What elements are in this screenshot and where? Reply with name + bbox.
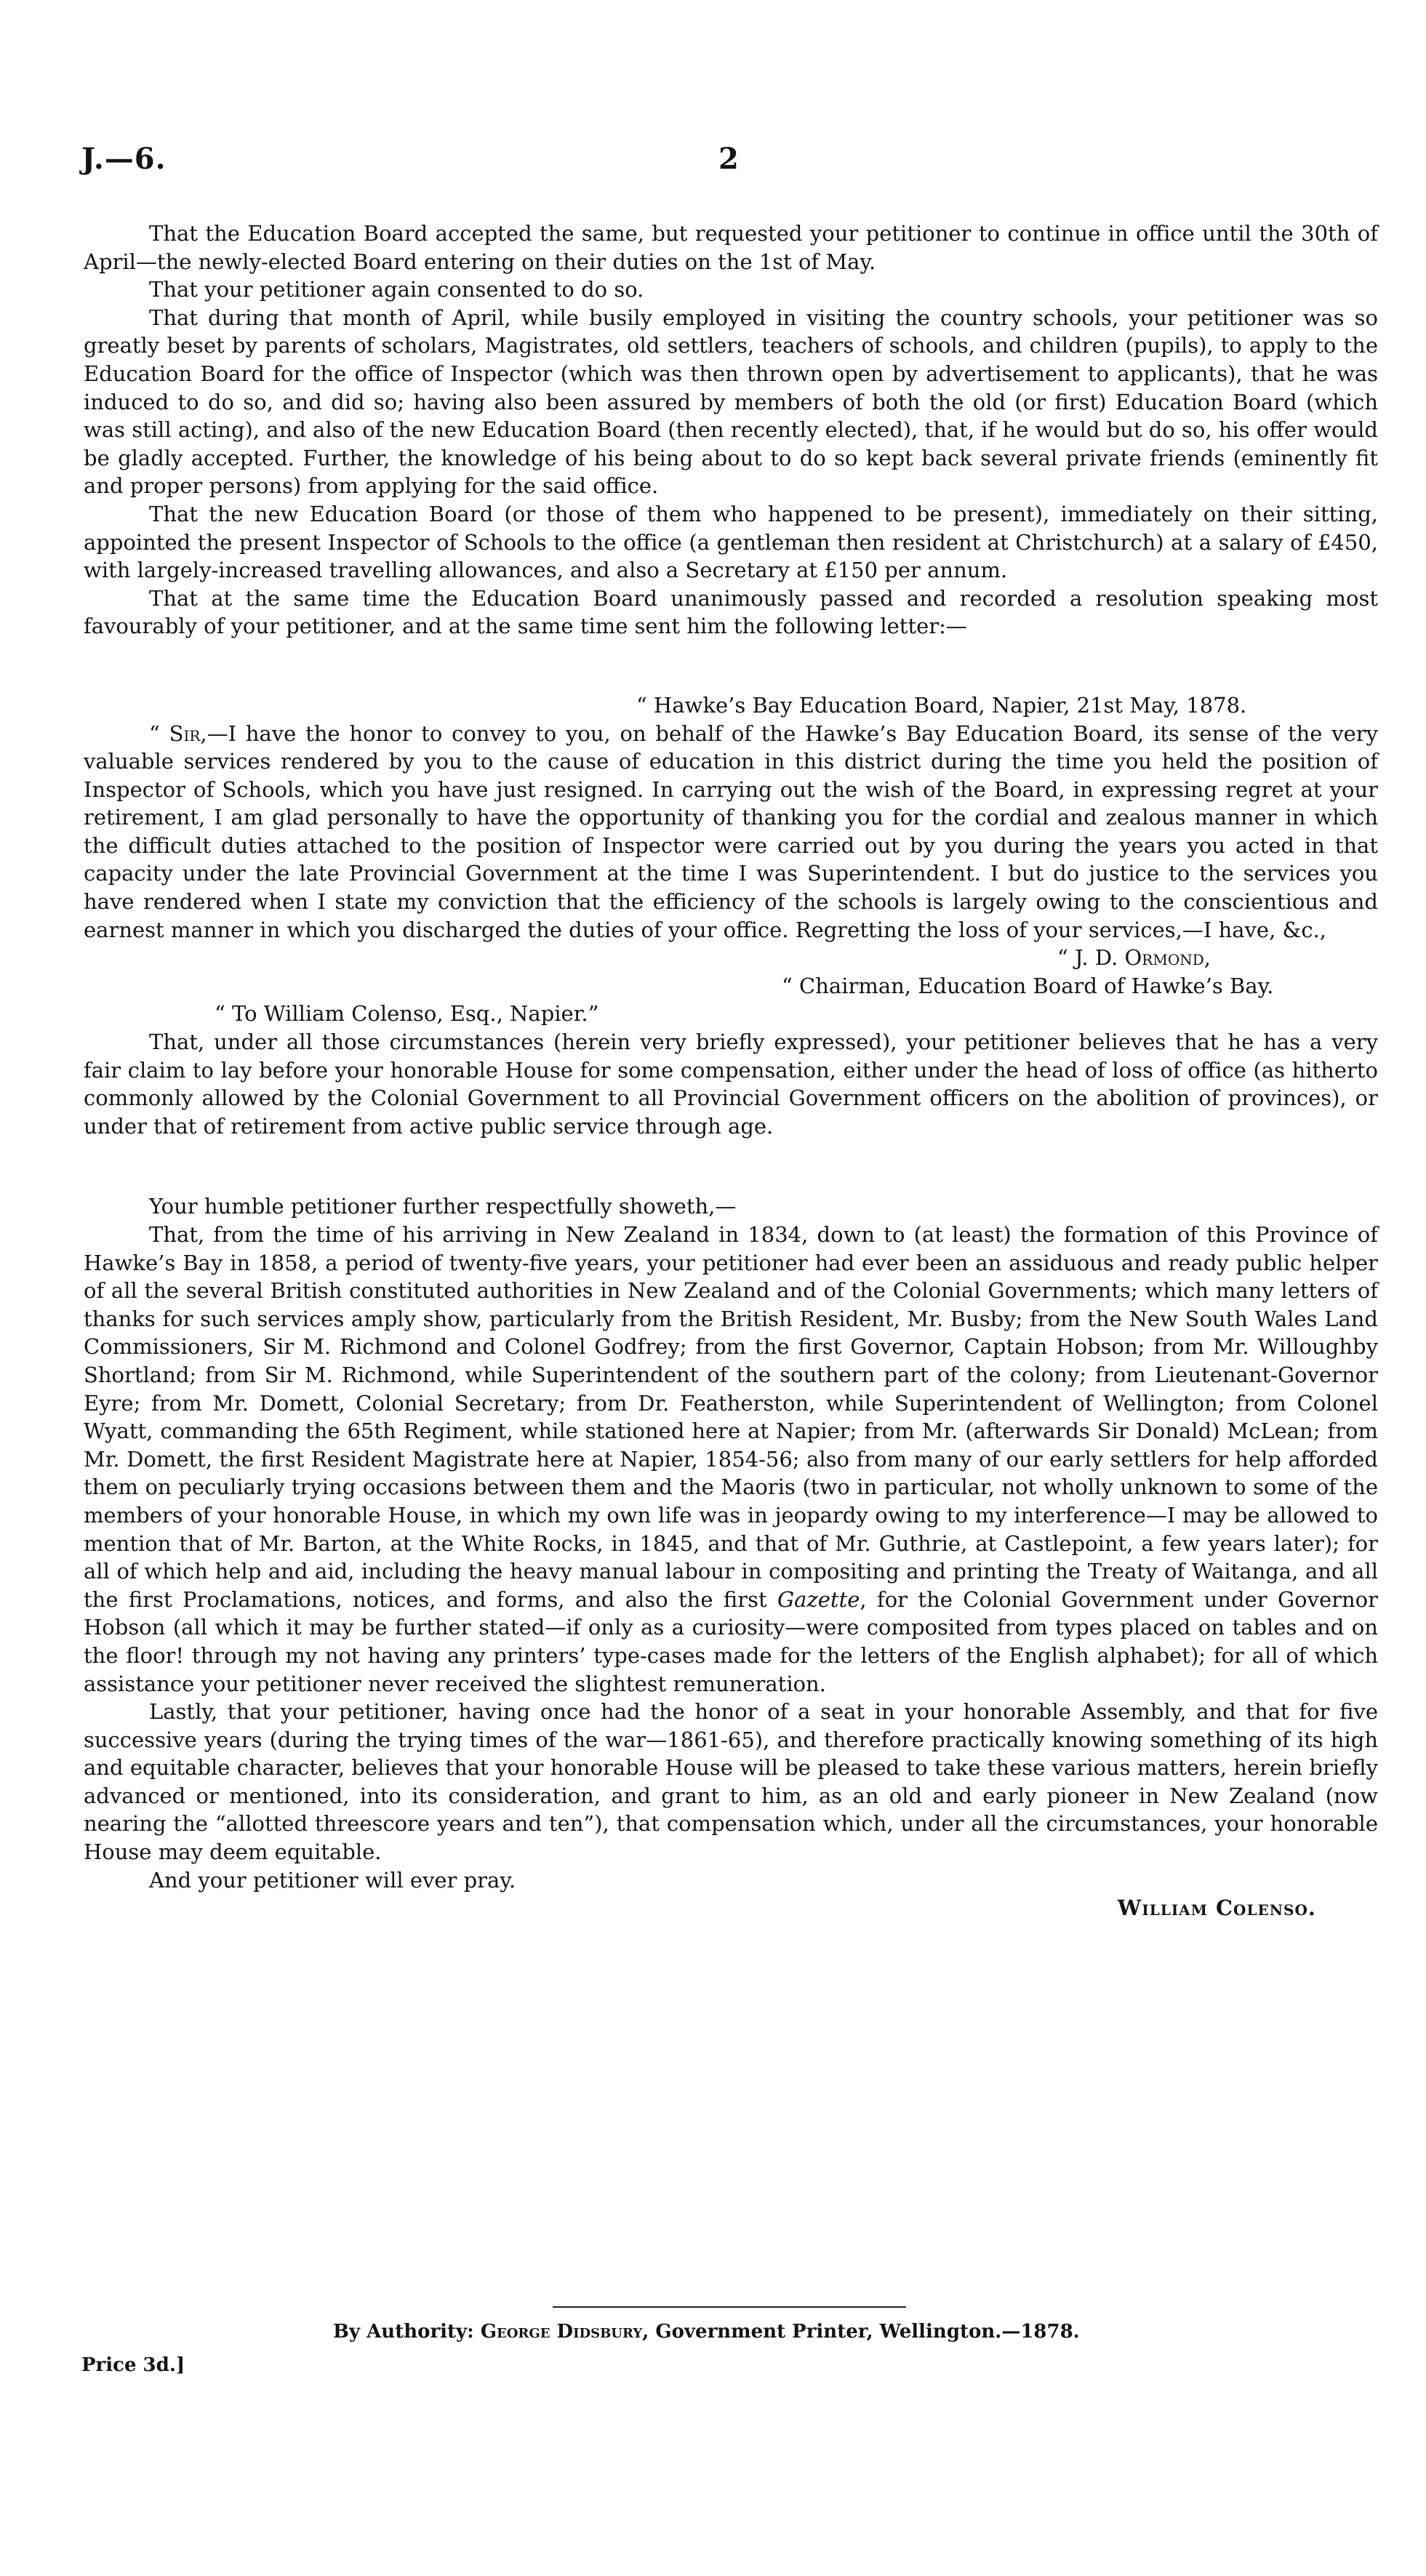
- paragraph: That the Education Board accepted the same, but requested your petitioner to continue in office until the 30th of April—the newly-elected Board entering on their duties on the 1st of May.: [84, 221, 1378, 274]
- paragraph: Your humble petitioner further respectfully showeth,—: [149, 1194, 737, 1219]
- letter-salutation: “ Sir,: [149, 721, 207, 746]
- quoted-letter: [84, 691, 1378, 1028]
- paragraph: That, under all those circumstances (herein very briefly expressed), your petitioner believes that he has a very fair claim to lay before your honorable House for some compensation, either under the head of loss of office (as hitherto commonly allowed by the Colonial Government to all Provincial Government officers on the abolition of provinces), or under that of retirement from active public service through age.: [84, 1030, 1378, 1139]
- gazette-title: Gazette: [777, 1586, 860, 1612]
- imprint-suffix: , Government Printer, Wellington.—1878.: [642, 2321, 1080, 2343]
- paragraph-text: , for the Colonial Government under Governor Hobson (all which it may be further stated—if only as a curiosity—were composited from types placed on tables and on the floor! through my not having any printers’ type-cases made for the letters of the English alphabet); for all of which assistance your petitioner never received the slightest remuneration.: [84, 1586, 1378, 1696]
- paragraph: That at the same time the Education Board unanimously passed and recorded a resolution speaking most favourably of your petitioner, and at the same time sent him the following letter:—: [84, 585, 1378, 639]
- printer-name: George Didsbury: [480, 2321, 643, 2343]
- document-reference: J.—6.: [81, 142, 167, 176]
- letter-body: [84, 720, 1378, 944]
- letter-signer-title: “ Chairman, Education Board of Hawke’s Bay.: [782, 973, 1274, 998]
- paragraph: That during that month of April, while busily employed in visiting the country schools, your petitioner was so greatly beset by parents of scholars, Magistrates, old settlers, teachers of schools, and children (pupils), to apply to the Education Board for the office of Inspector (which was then thrown open by advertisement to applicants), that he was induced to do so, and did so; having also been assured by members of both the old (or first) Education Board (which was still acting), and also of the new Education Board (then recently elected), that, if he would but do so, his offer would be gladly accepted. Further, the knowledge of his being about to do so kept back several private friends (eminently fit and proper persons) from applying for the said office.: [84, 305, 1378, 499]
- document-body: [84, 220, 1378, 1922]
- letter-signer-row: [84, 944, 1378, 972]
- price-label: Price 3d.]: [81, 2354, 185, 2376]
- imprint-prefix: By Authority:: [333, 2321, 481, 2343]
- letter-body-text: —I have the honor to convey to you, on behalf of the Hawke’s Bay Education Board, its sense of the very valuable services rendered by you to the cause of education in this district during the time you held the position of Inspector of Schools, which you have just resigned. In carrying out the wish of the Board, in expressing regret at your retirement, I am glad personally to have the opportunity of thanking you for the cordial and zealous manner in which the difficult duties attached to the position of Inspector were carried out by you during the years you acted in that capacity under the late Provincial Government at the time I was Superintendent. I but do justice to the services you have rendered when I state my conviction that the efficiency of the schools is largely owing to the conscientious and earnest manner in which you discharged the duties of your office. Regretting the loss of your services,—I have, &c.,: [84, 721, 1378, 942]
- page-number: 2: [718, 142, 739, 176]
- paragraph-text: That, from the time of his arriving in New Zealand in 1834, down to (at least) the formation of this Province of Hawke’s Bay in 1858, a period of twenty-five years, your petitioner had ever been an assiduous and ready public helper of all the several British constituted authorities in New Zealand and of the Colonial Governments; which many letters of thanks for such services amply show, particularly from the British Resident, Mr. Busby; from the New South Wales Land Commissioners, Sir M. Richmond and Colonel Godfrey; from the first Governor, Captain Hobson; from Mr. Willoughby Shortland; from Sir M. Richmond, while Superintendent of the southern part of the colony; from Lieutenant-Governor Eyre; from Mr. Domett, Colonial Secretary; from Dr. Featherston, while Superintendent of Wellington; from Colonel Wyatt, commanding the 65th Regiment, while stationed here at Napier; from Mr. (afterwards Sir Donald) McLean; from Mr. Domett, the first Resident Magistrate here at Napier, 1854-56; also from many of our early settlers for help afforded them on peculiarly trying occasions between them and the Maoris (two in particular, not wholly unknown to some of the members of your honorable House, in which my own life was in jeopardy owing to my interference—I may be allowed to mention that of Mr. Barton, at the White Rocks, in 1845, and that of Mr. Guthrie, at Castlepoint, a few years later); for all of which help and aid, including the heavy manual labour in compositing and printing the Treaty of Waitanga, and all the first Proclamations, notices, and forms, and also the first: [84, 1222, 1378, 1612]
- printer-imprint: [333, 2321, 1133, 2343]
- letter-signer: “ J. D. Ormond,: [1057, 945, 1211, 971]
- spacer: [84, 641, 1378, 691]
- paragraph: [84, 1221, 1378, 1698]
- paragraph: And your petitioner will ever pray.: [149, 1867, 516, 1893]
- paragraph: That the new Education Board (or those of them who happened to be present), immediately on their sitting, appointed the present Inspector of Schools to the office (a gentleman then resident at Christchurch) at a salary of £450, with largely-increased travelling allowances, and also a Secretary at £150 per annum.: [84, 501, 1378, 583]
- paragraph: Lastly, that your petitioner, having once had the honor of a seat in your honorable Assembly, and that for five successive years (during the trying times of the war—1861-65), and therefore practically knowing something of its high and equitable character, believes that your honorable House will be pleased to take these various matters, herein briefly advanced or mentioned, into its consideration, and grant to him, as an old and early pioneer in New Zealand (now nearing the “allotted threescore years and ten”), that compensation which, under all the circumstances, your honorable House may deem equitable.: [84, 1699, 1378, 1865]
- spacer: [84, 1140, 1378, 1192]
- letter-addressee: “ To William Colenso, Esq., Napier.”: [215, 1001, 599, 1027]
- paragraph: That your petitioner again consented to do so.: [149, 277, 644, 302]
- letter-date-line: “ Hawke’s Bay Education Board, Napier, 21st May, 1878.: [636, 692, 1247, 718]
- petitioner-signature: William Colenso.: [1117, 1895, 1316, 1921]
- footer-divider: [553, 2306, 906, 2308]
